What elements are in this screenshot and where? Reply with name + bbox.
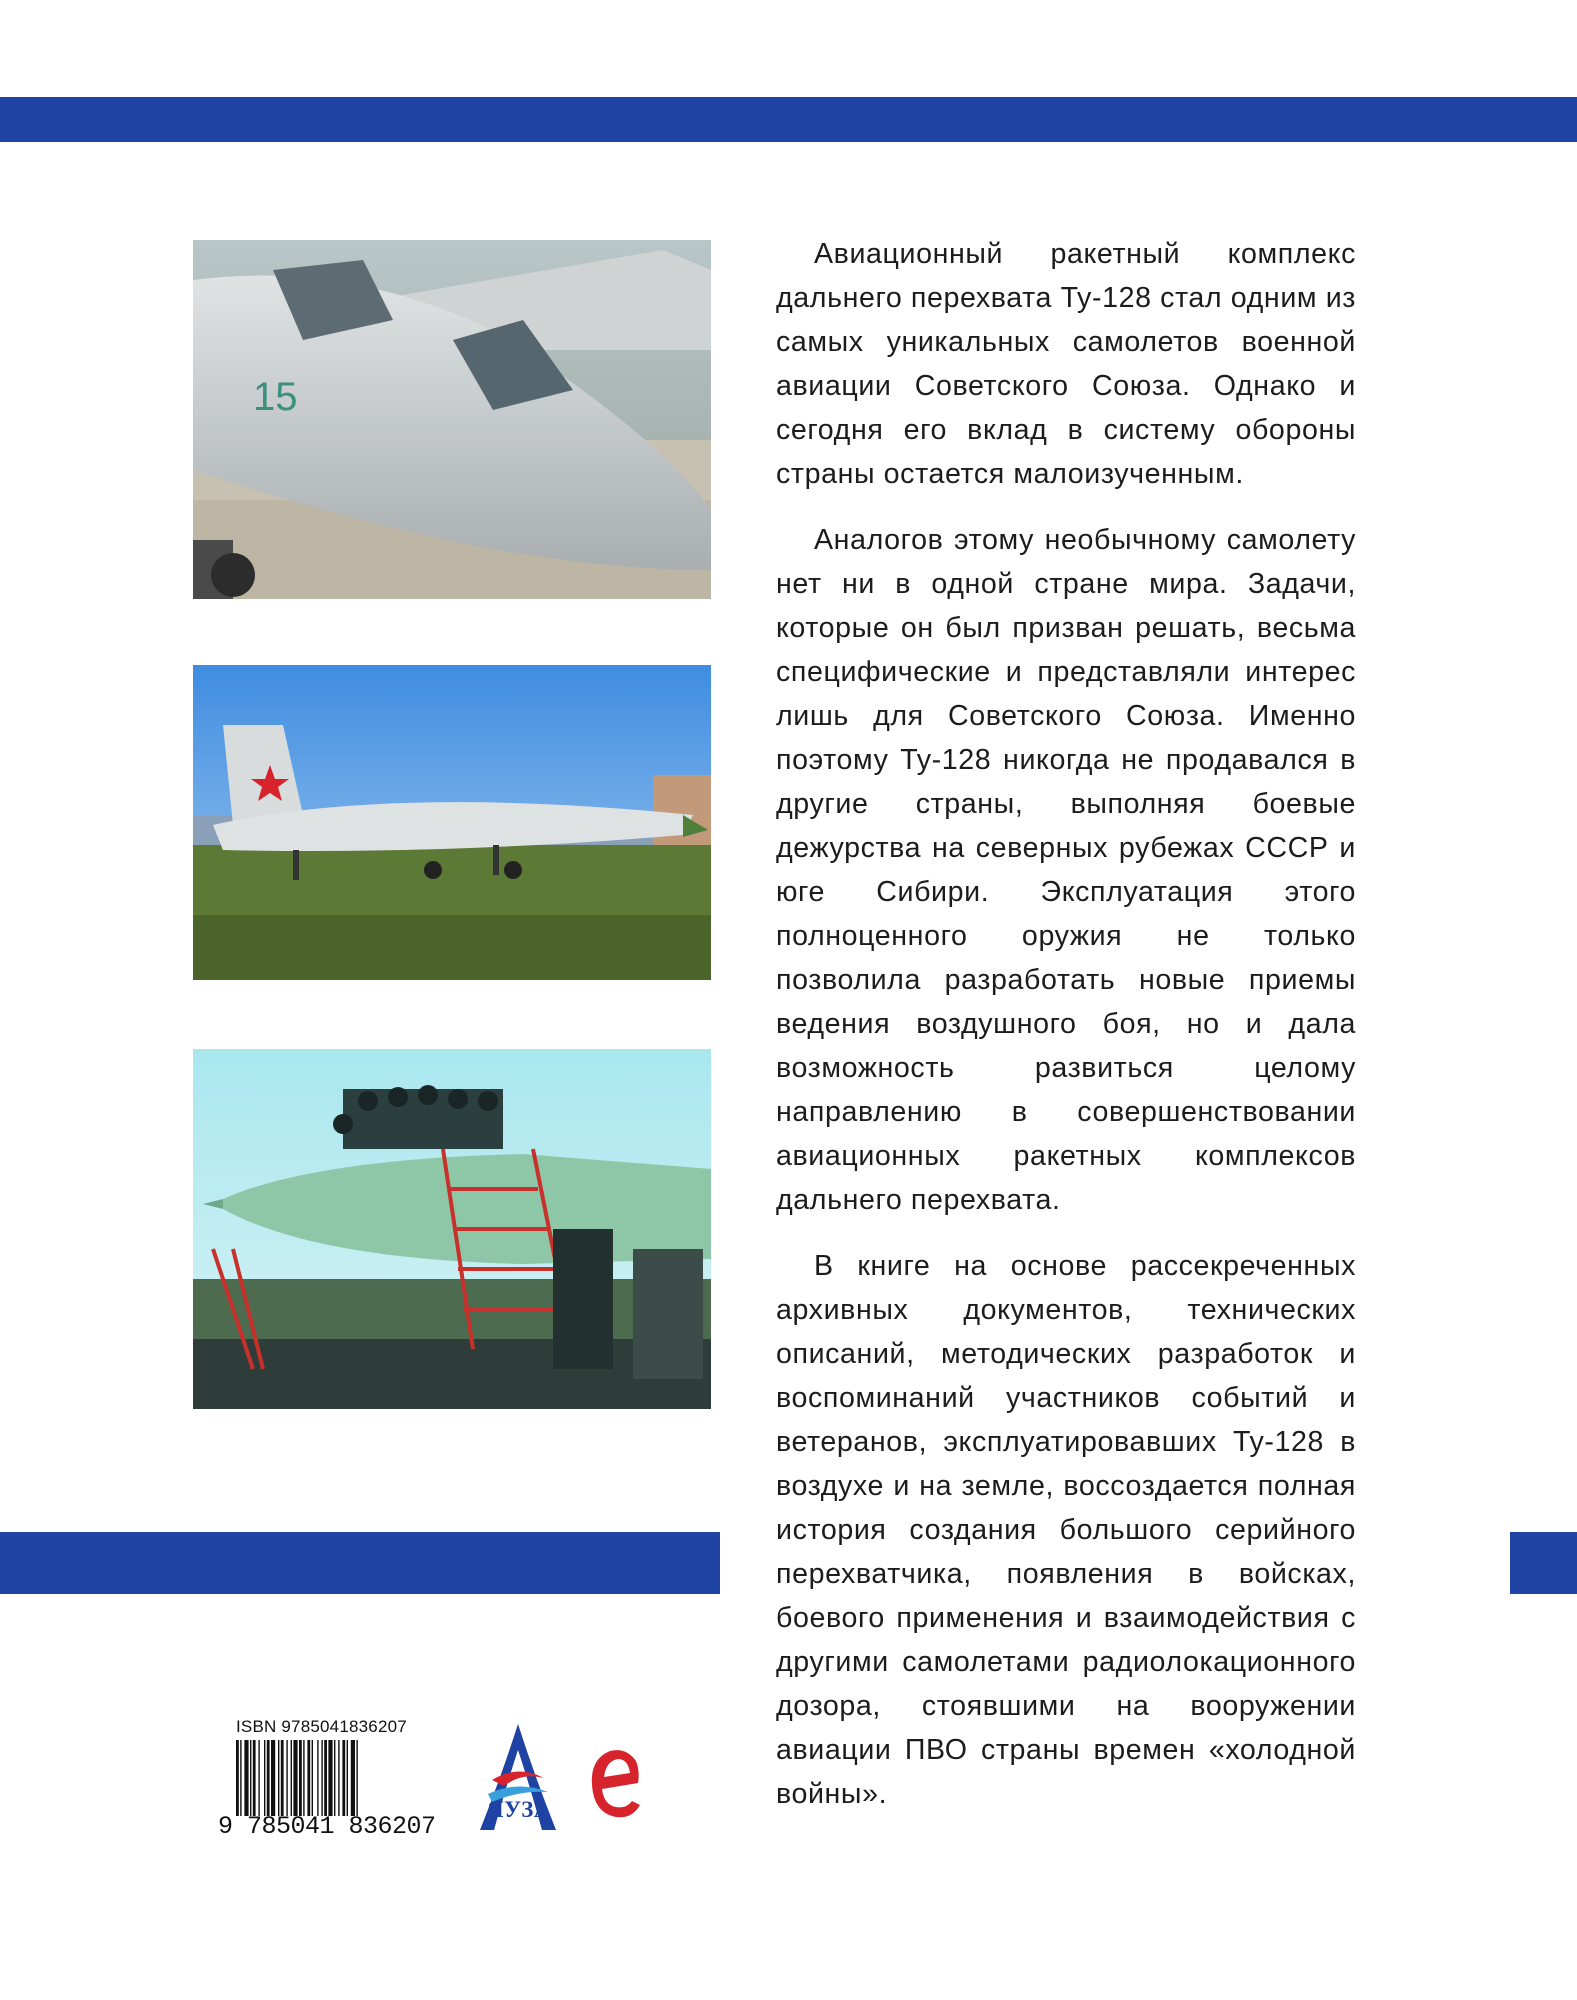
photo-crew-on-ladder [193,1049,711,1409]
barcode-bars [236,1740,432,1816]
barcode-bar [347,1740,348,1816]
barcode-bar [240,1740,241,1816]
description-text [776,232,1356,1838]
photo-museum-aircraft [193,665,711,980]
photo-cockpit-closeup [193,240,711,599]
bottom-left-blue-band [0,1532,720,1594]
barcode-bar [299,1740,302,1816]
bottom-right-blue-band [1510,1532,1577,1594]
barcode-bar [293,1740,297,1816]
isbn-label: ISBN 9785041836207 [236,1717,407,1736]
barcode-bar [351,1740,355,1816]
paragraph-2: Аналогов этому необычному самолету нет ни в одной стране мира. Задачи, которые он был призван решать, весьма специфические и представляли интерес лишь для Советского Союза. Именно поэтому Ту-128 никогда не продавался в другие страны, выполняя боевые дежурства на северных рубежах СССР и юге Сибири. Эксплуатация этого полноценного оружия не только позволила разработать новые приемы ведения воздушного боя, но и дала возможность развиться целому направлению в совершенствовании авиационных ракетных комплексов дальнего перехвата. [776,524,1356,1216]
paragraph-3: В книге на основе рассекреченных архивных документов, технических описаний, методических разработок и воспоминаний участников событий и ветеранов, эксплуатировавших Ту-128 в воздухе и на земле, воссоздается полная история создания большого серийного перехватчика, появления в войсках, боевого применения и взаимодействия с другими самолетами радиолокационного дозора, стоявшими на вооружении авиации ПВО страны времен «холодной войны». [776,1250,1356,1810]
eksmo-e-logo-icon [586,1743,644,1823]
barcode-bar [244,1740,248,1816]
barcode-bar [258,1740,259,1816]
barcode-bar [291,1740,292,1816]
barcode-bar [312,1740,313,1816]
barcode-bar [278,1740,279,1816]
yauza-label: ЯУЗА [487,1797,551,1822]
barcode-bar [253,1740,256,1816]
barcode-bar [328,1740,332,1816]
barcode-bar [281,1740,284,1816]
barcode-bar [317,1740,318,1816]
barcode-bar [324,1740,327,1816]
barcode-bar [321,1740,322,1816]
barcode-bar [334,1740,335,1816]
barcode-bar [271,1740,275,1816]
barcode-bar [338,1740,339,1816]
barcode-bar [250,1740,251,1816]
barcode-bar [236,1740,239,1816]
barcode-bar [342,1740,345,1816]
barcode-bar [307,1740,310,1816]
barcode-bar [356,1740,357,1816]
barcode-bar [286,1740,287,1816]
barcode-bar [264,1740,265,1816]
paragraph-1: Авиационный ракетный комплекс дальнего перехвата Ту-128 стал одним из самых уникальных самолетов военной авиации Советского Союза. Однако и сегодня его вклад в систему обороны страны остается малоизученным. [776,238,1356,490]
svg-text:15: 15 [253,375,298,419]
top-blue-band [0,97,1577,142]
barcode-bar [303,1740,304,1816]
barcode-bar [267,1740,270,1816]
barcode-digits: 9 785041 836207 [218,1812,436,1841]
